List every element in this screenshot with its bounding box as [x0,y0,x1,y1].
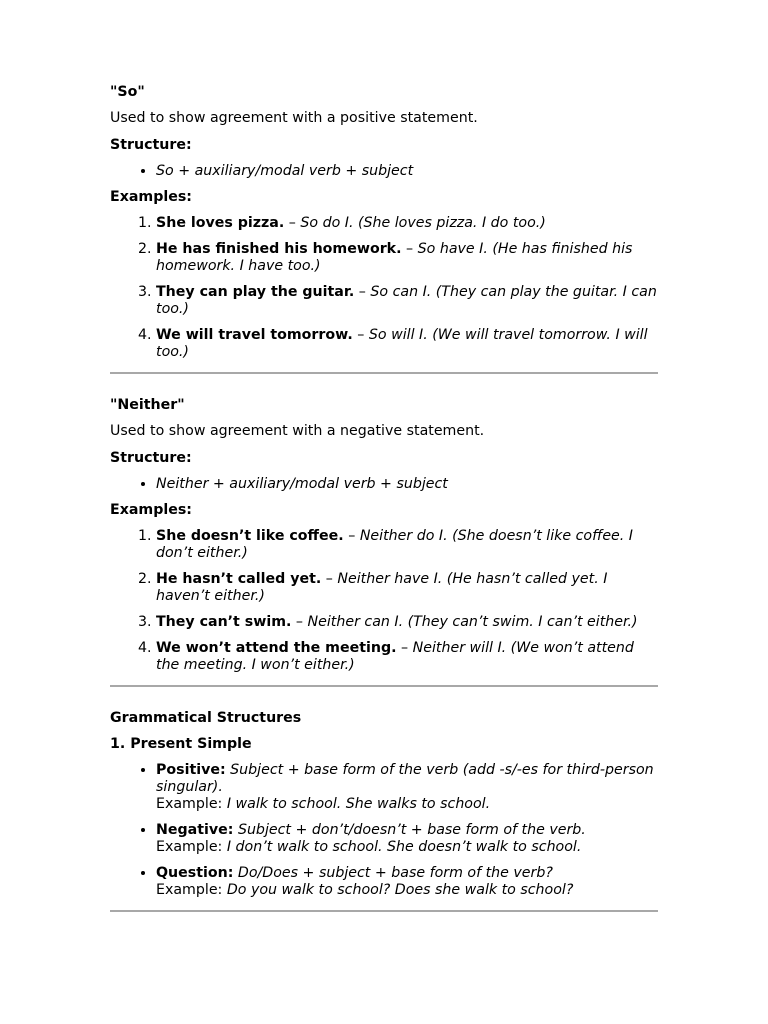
document-content [110,84,658,935]
so-example-statement: He has finished his homework. [156,241,402,257]
so-example-response: So do I. (She loves pizza. I do too.) [300,215,546,231]
neither-examples-list [110,528,658,674]
neither-structure-item [156,476,658,493]
grammar-rule-label: Negative: [156,822,234,838]
so-example-response: So can I. (They can play the guitar. I can too.) [156,284,657,317]
neither-title: "Neither" [110,397,185,413]
section-divider [110,372,658,374]
neither-example-dash: – [291,614,308,630]
so-example-item [156,241,658,275]
neither-example-statement: We won’t attend the meeting. [156,640,397,656]
grammar-example-text: I don’t walk to school. She doesn’t walk to school. [226,839,582,855]
neither-example-response: Neither will I. (We won’t attend the meeting. I won’t either.) [156,640,634,673]
grammar-subtitle: 1. Present Simple [110,736,252,752]
so-section [110,84,658,361]
grammar-rule-item [156,762,658,813]
so-example-statement: They can play the guitar. [156,284,355,300]
grammar-rule-item [156,865,658,899]
so-examples-label: Examples: [110,189,192,205]
neither-example-dash: – [396,640,413,656]
grammar-rule-formula: Subject + don’t/doesn’t + base form of the verb. [237,822,586,838]
grammar-rules-list [110,762,658,899]
neither-structure-list [110,476,658,493]
neither-example-response: Neither do I. (She doesn’t like coffee. I don’t either.) [156,528,633,561]
neither-example-dash: – [321,571,338,587]
grammar-rule-formula: Do/Does + subject + base form of the verb? [237,865,553,881]
section-divider [110,685,658,687]
neither-example-statement: He hasn’t called yet. [156,571,322,587]
so-examples-list [110,215,658,361]
grammar-rule-formula: Subject + base form of the verb (add -s/-es for third-person singular). [156,762,654,795]
so-title: "So" [110,84,145,100]
so-description: Used to show agreement with a positive statement. [110,110,478,126]
so-example-dash: – [284,215,301,231]
neither-example-dash: – [343,528,360,544]
grammar-example-text: I walk to school. She walks to school. [226,796,491,812]
so-structure-list [110,163,658,180]
grammar-section [110,710,658,899]
so-example-item [156,284,658,318]
grammar-example-label: Example: [156,796,223,812]
neither-structure-label: Structure: [110,450,192,466]
so-example-dash: – [401,241,418,257]
grammar-rule-label: Question: [156,865,234,881]
grammar-example-label: Example: [156,839,223,855]
neither-example-response: Neither have I. (He hasn’t called yet. I haven’t either.) [156,571,608,604]
neither-example-response: Neither can I. (They can’t swim. I can’t either.) [307,614,638,630]
grammar-rule-label: Positive: [156,762,226,778]
so-structure-item [156,163,658,180]
neither-structure-formula: Neither + auxiliary/modal verb + subject [156,476,448,492]
so-structure-formula: So + auxiliary/modal verb + subject [156,163,414,179]
section-divider [110,910,658,912]
grammar-rule-item [156,822,658,856]
so-example-item [156,215,658,232]
so-example-dash: – [354,284,371,300]
neither-description: Used to show agreement with a negative statement. [110,423,485,439]
so-example-dash: – [352,327,369,343]
neither-example-item [156,614,658,631]
grammar-example-label: Example: [156,882,223,898]
neither-example-statement: They can’t swim. [156,614,292,630]
neither-section [110,397,658,674]
so-example-response: So will I. (We will travel tomorrow. I will too.) [156,327,648,360]
neither-examples-label: Examples: [110,502,192,518]
neither-example-item [156,640,658,674]
so-example-response: So have I. (He has finished his homework. I have too.) [156,241,633,274]
so-example-item [156,327,658,361]
so-example-statement: We will travel tomorrow. [156,327,353,343]
neither-example-item [156,528,658,562]
so-example-statement: She loves pizza. [156,215,285,231]
grammar-title: Grammatical Structures [110,710,302,726]
neither-example-item [156,571,658,605]
grammar-example-text: Do you walk to school? Does she walk to school? [226,882,574,898]
neither-example-statement: She doesn’t like coffee. [156,528,344,544]
so-structure-label: Structure: [110,137,192,153]
